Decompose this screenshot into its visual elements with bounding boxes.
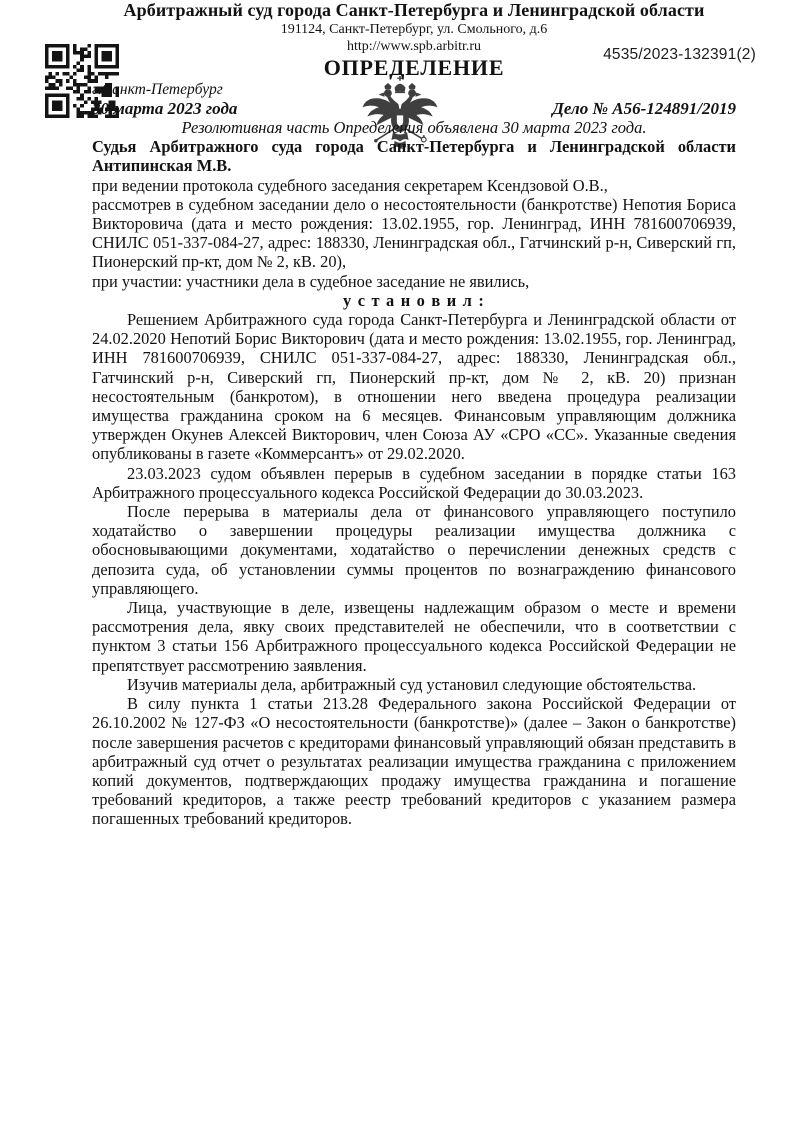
attendance-line: при участии: участники дела в судебное заседание не явились,: [92, 271, 530, 291]
document-number: 4535/2023-132391(2): [603, 46, 756, 63]
body-paragraph: Изучив материалы дела, арбитражный суд установил следующие обстоятельства.: [127, 674, 697, 694]
court-website: http://www.spb.arbitr.ru: [346, 39, 482, 54]
resolution-note: Резолютивная часть Определения объявлена 30 марта 2023 года.: [181, 118, 647, 137]
date-case-row: [92, 99, 736, 118]
ruling-date: 30 марта 2023 года: [92, 99, 238, 118]
body-paragraph: Лица, участвующие в деле, извещены надлежащим образом о месте и времени рассмотрения дела, явку своих представителей не обеспечили, что в соответствии с пунктом 3 статьи 156 Арбитражного процессуального кодекса Российской Федерации не препятствует рассмотрению заявления.: [92, 598, 736, 675]
case-review-line: рассмотрев в судебном заседании дело о несостоятельности (банкротстве) Непотия Бориса Викторовича (дата и место рождения: 13.02.1955, гор. Ленинград, ИНН 781600706939, СНИЛС 051-337-084-27, адрес: 188330, Ленинградская обл., Гатчинский р-н, Сиверский гп, Пионерский пр-кт, дом № 2, кВ. 20),: [92, 194, 736, 272]
case-number: Дело № А56-124891/2019: [552, 99, 736, 118]
body-paragraph: В силу пункта 1 статьи 213.28 Федерального закона Российской Федерации от 26.10.2002 № 127-ФЗ «О несостоятельности (банкротстве)» (далее – Закон о банкротстве) после завершения расчетов с кредиторами финансовый управляющий обязан представить в арбитражный суд отчет о результатах реализации имущества гражданина с приложением копий документов, подтверждающих продажу имущества гражданина и погашение требований кредиторов, а также реестр требований кредиторов с указанием размера погашенных требований кредиторов.: [92, 694, 736, 829]
judge-line: Судья Арбитражного суда города Санкт-Петербурга и Ленинградской области Антипинская М.В.: [92, 137, 736, 176]
ruling-text: [92, 137, 736, 828]
secretary-line: при ведении протокола судебного заседания секретарем Ксендзовой О.В.,: [92, 175, 608, 195]
court-address: 191124, Санкт-Петербург, ул. Смольного, д.6: [280, 22, 548, 37]
document-content: [92, 0, 736, 829]
court-name: Арбитражный суд города Санкт-Петербурга и Ленинградской области: [123, 0, 705, 20]
body-paragraph: Решением Арбитражного суда города Санкт-Петербурга и Ленинградской области от 24.02.2020 Непотий Борис Викторович (дата и место рождения: 13.02.1955, гор. Ленинград, ИНН 781600706939, СНИЛС 051-337-084-27, адрес: 188330, Ленинградская обл., Гатчинский р-н, Сиверский гп, Пионерский пр-кт, дом № 2, кВ. 20) признан несостоятельным (банкротом), в отношении него введена процедура реализации имущества гражданина сроком на 6 месяцев. Финансовым управляющим должника утвержден Окунев Алексей Викторович, член Союза АУ «СРО «СС». Указанные сведения опубликованы в газете «Коммерсантъ» от 29.02.2020.: [92, 310, 736, 464]
body-paragraph: После перерыва в материалы дела от финансового управляющего поступило ходатайство о завершении процедуры реализации имущества должника с обосновывающими документами, ходатайство о перечислении денежных средств с депозита суда, об установлении суммы процентов по вознаграждению финансового управляющего.: [92, 502, 736, 598]
ruling-city: г.Санкт-Петербург: [92, 81, 223, 98]
document-title: ОПРЕДЕЛЕНИЕ: [323, 55, 505, 80]
body-paragraph: 23.03.2023 судом объявлен перерыв в судебном заседании в порядке статьи 163 Арбитражного процессуального кодекса Российской Федерации до 30.03.2023.: [92, 463, 736, 502]
ruling-word: у с т а н о в и л :: [343, 290, 485, 310]
